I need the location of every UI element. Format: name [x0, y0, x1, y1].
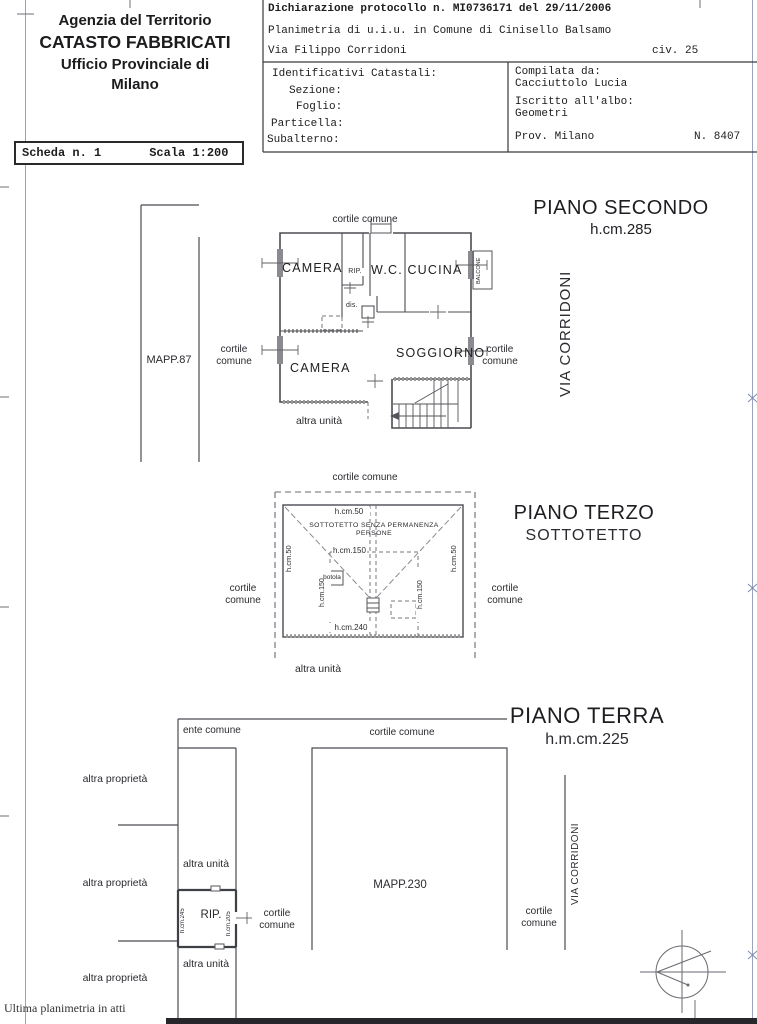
altra-proprieta-2: altra proprietà: [82, 877, 148, 889]
room-rip: RIP.: [344, 268, 366, 276]
secondo-street-label: VIA CORRIDONI: [557, 270, 574, 398]
identificativi-title: Identificativi Catastali:: [272, 68, 438, 80]
field-subalterno: Subalterno:: [267, 134, 340, 146]
terra-cortile-top: cortile comune: [369, 727, 435, 738]
secondo-door-ticks: [344, 282, 446, 388]
terzo-cortile-left-2: comune: [225, 595, 261, 606]
terra-altra-unita-1: altra unità: [182, 858, 230, 870]
secondo-cortile-right-1: cortile: [486, 344, 514, 355]
room-camera-1: CAMERA: [282, 261, 343, 275]
terra-h205: h.cm.205: [226, 911, 232, 937]
room-cucina: CUCINA: [407, 263, 463, 277]
chimney-symbol: [367, 598, 379, 612]
terra-title: PIANO TERRA: [509, 703, 665, 728]
room-balcone: BALCONE: [476, 257, 482, 284]
room-camera-2: CAMERA: [290, 361, 351, 375]
terzo-altra-unita: altra unità: [294, 663, 342, 675]
terzo-h50-top: h.cm.50: [328, 507, 370, 516]
terra-street-label: VIA CORRIDONI: [570, 822, 581, 906]
altra-proprieta-1: altra proprietà: [82, 773, 148, 785]
declaration-protocol: Dichiarazione protocollo n. MI0736171 del 29/11/2006: [268, 3, 612, 15]
terzo-cortile-right-1: cortile: [491, 583, 519, 594]
compilata-label: Compilata da:: [515, 66, 601, 78]
scale-value: Scala 1:200: [149, 146, 229, 160]
prov-value: Prov. Milano: [515, 131, 595, 143]
albo-number: N. 8407: [694, 131, 741, 143]
terzo-h240: h.cm.240: [328, 623, 374, 632]
botola-label: botola: [323, 574, 341, 581]
ente-comune-label: ente comune: [183, 725, 241, 736]
room-wc: W.C.: [371, 263, 403, 277]
terra-rip-label: RIP.: [192, 909, 230, 922]
mapp230-label: MAPP.230: [373, 879, 427, 891]
footer-note: Ultima planimetria in atti: [4, 1001, 126, 1015]
room-soggiorno: SOGGIORNO: [396, 346, 486, 360]
terzo-cortile-left-1: cortile: [229, 583, 257, 594]
scheda-box: [14, 141, 244, 165]
terra-cortile-right-1: cortile: [525, 906, 553, 917]
secondo-cortile-left-2: comune: [216, 356, 252, 367]
office-city: Milano: [111, 76, 159, 93]
albo-value: Geometri: [515, 108, 568, 120]
altra-proprieta-3: altra proprietà: [82, 972, 148, 984]
secondo-title: PIANO SECONDO: [533, 197, 709, 219]
north-compass: [640, 930, 726, 1013]
terzo-h50-right: h.cm.50: [449, 545, 458, 573]
agency-name: Agenzia del Territorio: [58, 12, 212, 29]
field-particella: Particella:: [271, 118, 344, 130]
scan-edge-bar: [166, 1018, 757, 1024]
secondo-cortile-left-1: cortile: [220, 344, 248, 355]
secondo-cortile-right-2: comune: [482, 356, 518, 367]
rip-door-tick: [236, 912, 252, 924]
terzo-title: PIANO TERZO: [513, 502, 655, 524]
secondo-altra-unita: altra unità: [295, 415, 343, 427]
terra-cortile-mid-1: cortile: [263, 908, 291, 919]
terzo-note: SOTTOTETTO SENZA PERMANENZA PERSONE: [309, 522, 439, 537]
scheda-number: Scheda n. 1: [22, 146, 102, 160]
terzo-cortile-right-2: comune: [487, 595, 523, 606]
terzo-subtitle: SOTTOTETTO: [525, 527, 643, 544]
albo-label: Iscritto all'albo:: [515, 96, 634, 108]
terzo-cortile-top: cortile comune: [332, 472, 398, 483]
terra-cortile-mid-2: comune: [259, 920, 295, 931]
secondo-height: h.cm.285: [590, 221, 652, 238]
terzo-h150-mid: h.cm.150: [333, 546, 366, 555]
street-line: Via Filippo Corridoni: [268, 45, 407, 57]
secondo-cortile-top: cortile comune: [332, 214, 398, 225]
staircase: [390, 380, 458, 428]
secondo-inner-walls: [280, 233, 471, 331]
terra-height: h.m.cm.225: [545, 731, 629, 748]
office-name: CATASTO FABBRICATI: [39, 32, 231, 52]
compilata-name: Cacciuttolo Lucia: [515, 78, 628, 90]
field-sezione: Sezione:: [289, 85, 342, 97]
terzo-h150-right: h.cm.150: [416, 568, 429, 622]
terzo-h150-left: h.cm.150: [318, 566, 331, 620]
terra-h245: h.cm.245: [180, 908, 186, 934]
field-foglio: Foglio:: [296, 101, 343, 113]
terra-cortile-right-2: comune: [521, 918, 557, 929]
office-line: Ufficio Provinciale di: [60, 56, 210, 73]
mapp87-label: MAPP.87: [146, 354, 192, 366]
piano-terzo-plan: [275, 492, 475, 660]
civ-number: civ. 25: [652, 45, 699, 57]
terra-altra-unita-2: altra unità: [182, 958, 230, 970]
planimetria-line: Planimetria di u.i.u. in Comune di Cinisello Balsamo: [268, 25, 612, 37]
mapp87-strip: [141, 205, 199, 462]
room-dis: dis.: [346, 302, 358, 309]
terzo-h50-left: h.cm.50: [284, 545, 293, 573]
